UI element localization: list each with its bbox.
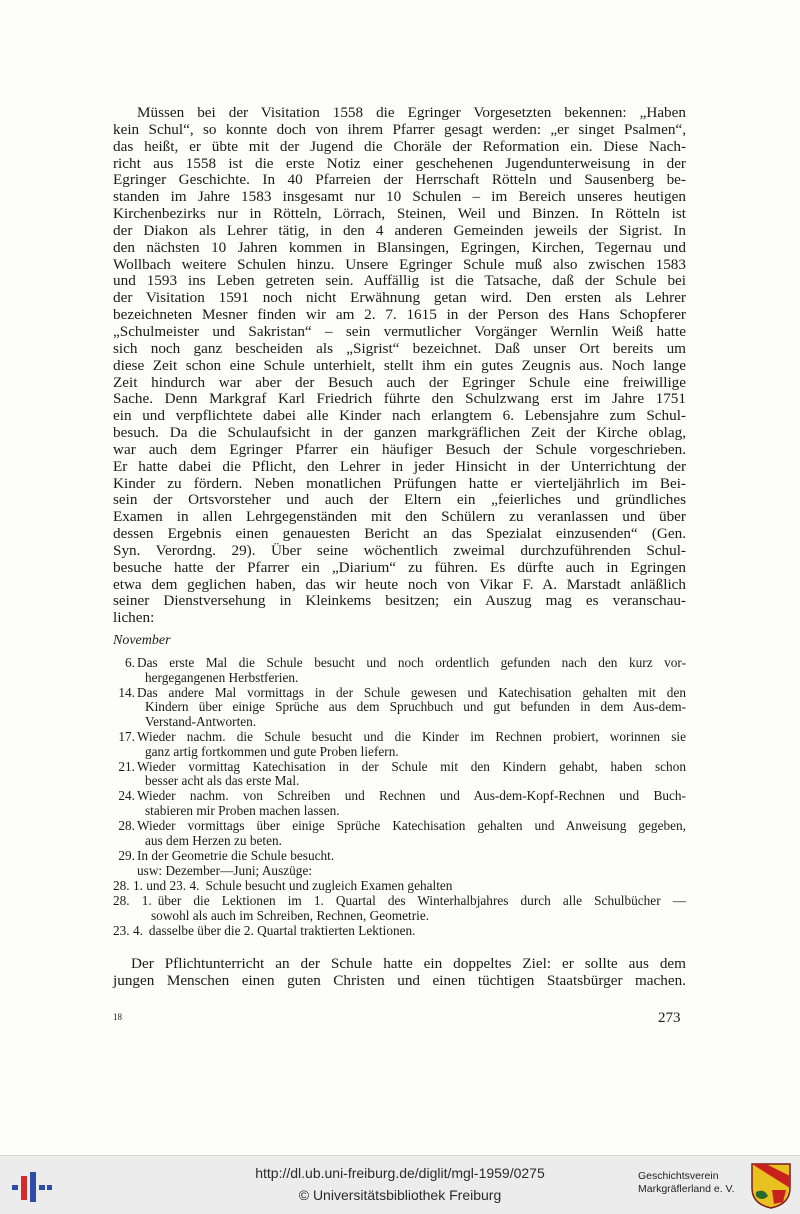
diary-entry-day: 6.: [125, 655, 135, 670]
diary-entry-line: ganz artig fortkommen und gute Proben liefern.: [145, 743, 399, 759]
diary-entry-text: Schule besucht und zugleich Examen gehalten: [205, 877, 453, 893]
permalink-url[interactable]: http://dl.ub.uni-freiburg.de/diglit/mgl-1959/0275: [255, 1165, 545, 1181]
closing-line: Der Pflichtunterricht an der Schule hatte ein doppeltes Ziel: er sollte aus dem: [131, 955, 686, 972]
diary-entry: [113, 924, 686, 939]
diary-entry-line: Wieder vormittags über einige Sprüche Katechisation gehalten und Anweisung gegeben,: [137, 818, 686, 834]
diary-entry-line: aus dem Herzen zu beten.: [145, 832, 282, 848]
diary-entry-line: [113, 879, 686, 894]
body-line: Sache. Denn Markgraf Karl Friedrich führte den Schulzwang erst im Jahre 1751: [113, 390, 686, 408]
society-name: [638, 1170, 746, 1196]
diary-entry: [113, 849, 686, 864]
diary-entry-text: dasselbe über die 2. Quartal traktierten Lektionen.: [148, 922, 416, 938]
diary-entry-day: 24.: [118, 788, 135, 804]
diary-entry-date: 28. 1.: [113, 893, 152, 908]
body-line: ein und verpflichtete dabei alle Kinder nach erlangtem 6. Lebensjahre zum Schul-: [113, 407, 686, 425]
body-line: das heißt, er übte mit der Jugend die Choräle der Reformation ein. Diese Nach-: [113, 137, 686, 155]
diary-entry-line: stabieren mir Proben machen lassen.: [145, 802, 340, 818]
diary-entry-line: besser acht als das erste Mal.: [145, 773, 300, 789]
diary-entry-line: Kindern über einige Sprüche aus dem Spruchbuch und gut befunden in dem Aus-dem-: [145, 699, 686, 715]
diary-entry-line: Verstand-Antworten.: [145, 713, 257, 729]
body-line: standen im Jahre 1583 insgesamt nur 10 Schulen – im Bereich unseres heutigen: [113, 188, 686, 206]
body-paragraph: [113, 105, 686, 627]
body-line: sein der Ortsvorsteher und auch der Eltern ein „feierliches und gründliches: [113, 491, 686, 509]
page-number: 273: [658, 1010, 681, 1026]
diary-entry: [113, 656, 686, 685]
copyright-notice: © Universitätsbibliothek Freiburg: [298, 1187, 502, 1203]
diary-entry-day: 14.: [118, 684, 135, 700]
diary-entry-day: 17.: [118, 728, 135, 744]
diary-entry-line: Wieder nachm. die Schule besucht und die Kinder im Rechnen probiert, worinnen sie: [137, 728, 686, 744]
body-line: etwa dem geglichen haben, das wir heute noch von Vikar F. A. Marstadt anläßlich: [113, 575, 686, 593]
diary-entry-line: In der Geometrie die Schule besucht.: [137, 847, 335, 863]
body-line: Zeit hindurch war aber der Besuch auch der Egringer Schule eine freiwillige: [113, 373, 686, 391]
diary-entry-date: 23. 4.: [113, 922, 143, 938]
body-line: den nächsten 10 Jahren kommen in Blansingen, Egringen, Kirchen, Tegernau und: [113, 238, 686, 256]
diary-entry-line: Das andere Mal vormittags in der Schule gewesen und Katechisation gehalten mit den: [137, 684, 686, 700]
body-line: Müssen bei der Visitation 1558 die Egringer Vorgesetzten bekennen: „Haben: [137, 104, 686, 121]
diary-entry-day: 28.: [118, 818, 135, 834]
body-line: und 1593 ins Leben getreten sein. Auffällig ist die Tatsache, daß der Schule bei: [113, 272, 686, 290]
diary-entry: [113, 760, 686, 789]
closing-paragraph: [113, 955, 686, 989]
diary-entry-line: Wieder vormittag Katechisation in der Schule mit den Kindern gehabt, haben schon: [137, 758, 686, 774]
diary-month-heading: November: [113, 633, 171, 648]
diary-entry-line: hergegangenen Herbstferien.: [145, 669, 299, 685]
diary-entry-day: 21.: [118, 758, 135, 774]
society-name-line2: Markgräflerland e. V.: [638, 1183, 735, 1195]
body-line: richt aus 1558 ist die erste Notiz einer geschehenen Jugendunterweisung in der: [113, 154, 686, 172]
body-line: Er hatte dabei die Pflicht, den Lehrer in jeder Hinsicht in der Unterrichtung der: [113, 457, 686, 475]
closing-line: jungen Menschen einen guten Christen und einen tüchtigen Staatsbürger machen.: [113, 972, 686, 989]
body-line: kein Schul“, so konnte doch von ihrem Pfarrer gesagt werden: „er singet Psalmen“,: [113, 120, 686, 138]
body-line: Syn. Verordng. 29). Über seine wöchentlich zweimal durchzuführenden Schul-: [113, 541, 686, 559]
diary-entry: [113, 864, 686, 879]
signature-mark: 18: [113, 1012, 122, 1022]
body-line: „Schulmeister und Sakristan“ – sein vermutlicher Vorgänger Wernlin Weiß hatte: [113, 322, 686, 340]
body-line: bezeichneten Mesner finden wir am 2. 7. 1615 in der Person des Hans Schopferer: [113, 306, 686, 324]
diary-entry: [113, 789, 686, 818]
diary-entry: [113, 894, 686, 923]
diary-entry-line: Wieder nachm. von Schreiben und Rechnen und Aus-dem-Kopf-Rechnen und Buch-: [137, 788, 686, 804]
diary-entry-line: [113, 924, 686, 939]
body-line: der Diakon als Lehrer tätig, in den 4 anderen Gemeinden jeweils der Sigrist. In: [113, 221, 686, 239]
diary-entry-text: über die Lektionen im 1. Quartal des Winterhalbjahres durch alle Schulbücher —: [157, 893, 687, 908]
body-line: der Visitation 1591 noch nicht Erwähnung getan wird. Den ersten als Lehrer: [113, 289, 686, 307]
diary-entry-line: [113, 894, 686, 909]
body-line: Kinder zu fördern. Neben monatlichen Prüfungen hatte er vierteljährlich im Bei-: [113, 474, 686, 492]
body-line: sich noch ganz bescheiden als „Sigrist“ bezeichnet. Daß unser Ort bereits um: [113, 339, 686, 357]
body-line: war auch dem Egringer Pfarrer ein häufiger Besuch der Schule vorgeschrieben.: [113, 440, 686, 458]
body-line: seiner Dienstversehung in Kleinkems besitzen; ein Auszug mag es veranschau-: [113, 592, 686, 610]
body-line: lichen:: [113, 609, 155, 627]
footer-bar: [0, 1155, 800, 1214]
diary-entry-day: 29.: [118, 847, 135, 863]
body-line: besuche hatte der Pfarrer ein „Diarium“ zu führen. Es dürfte auch in Egringen: [113, 558, 686, 576]
diary-entry: [113, 879, 686, 894]
coat-of-arms-icon[interactable]: [750, 1162, 792, 1210]
diary-entry-line: sowohl als auch im Schreiben, Rechnen, Geometrie.: [151, 907, 430, 923]
body-line: dessen Ergebnis einen genauesten Bericht an das Spezialat einzusenden“ (Gen.: [113, 525, 686, 543]
diary-entry-date: 28. 1. und 23. 4.: [113, 877, 200, 893]
society-name-line1: Geschichtsverein: [638, 1170, 719, 1182]
body-line: Examen in allen Lehrgegenständen mit den Schülern zu veranlassen und über: [113, 508, 686, 526]
diary-entry: [113, 730, 686, 759]
body-line: Kirchenbezirks nur in Rötteln, Lörrach, Steinen, Weil und Binzen. In Rötteln ist: [113, 205, 686, 223]
body-line: Egringer Geschichte. In 40 Pfarreien der Herrschaft Rötteln und Sausenberg be-: [113, 171, 686, 189]
body-line: Wollbach weitere Schulen hinzu. Unsere Egringer Schule muß also zwischen 1583: [113, 255, 686, 273]
body-line: besuch. Da die Schulaufsicht in der ganzen markgräflichen Zeit der Kirche oblag,: [113, 424, 686, 442]
diary-entry-line: usw: Dezember—Juni; Auszüge:: [137, 862, 313, 878]
diary-entry: [113, 819, 686, 848]
diary-entry-line: Das erste Mal die Schule besucht und noch ordentlich gefunden nach den kurz vor-: [137, 655, 686, 670]
body-line: diese Zeit schon eine Schule unterhielt, stellt ihm ein gutes Zeugnis aus. Noch lange: [113, 356, 686, 374]
diary-entry: [113, 686, 686, 730]
diary-entries: [113, 656, 686, 939]
